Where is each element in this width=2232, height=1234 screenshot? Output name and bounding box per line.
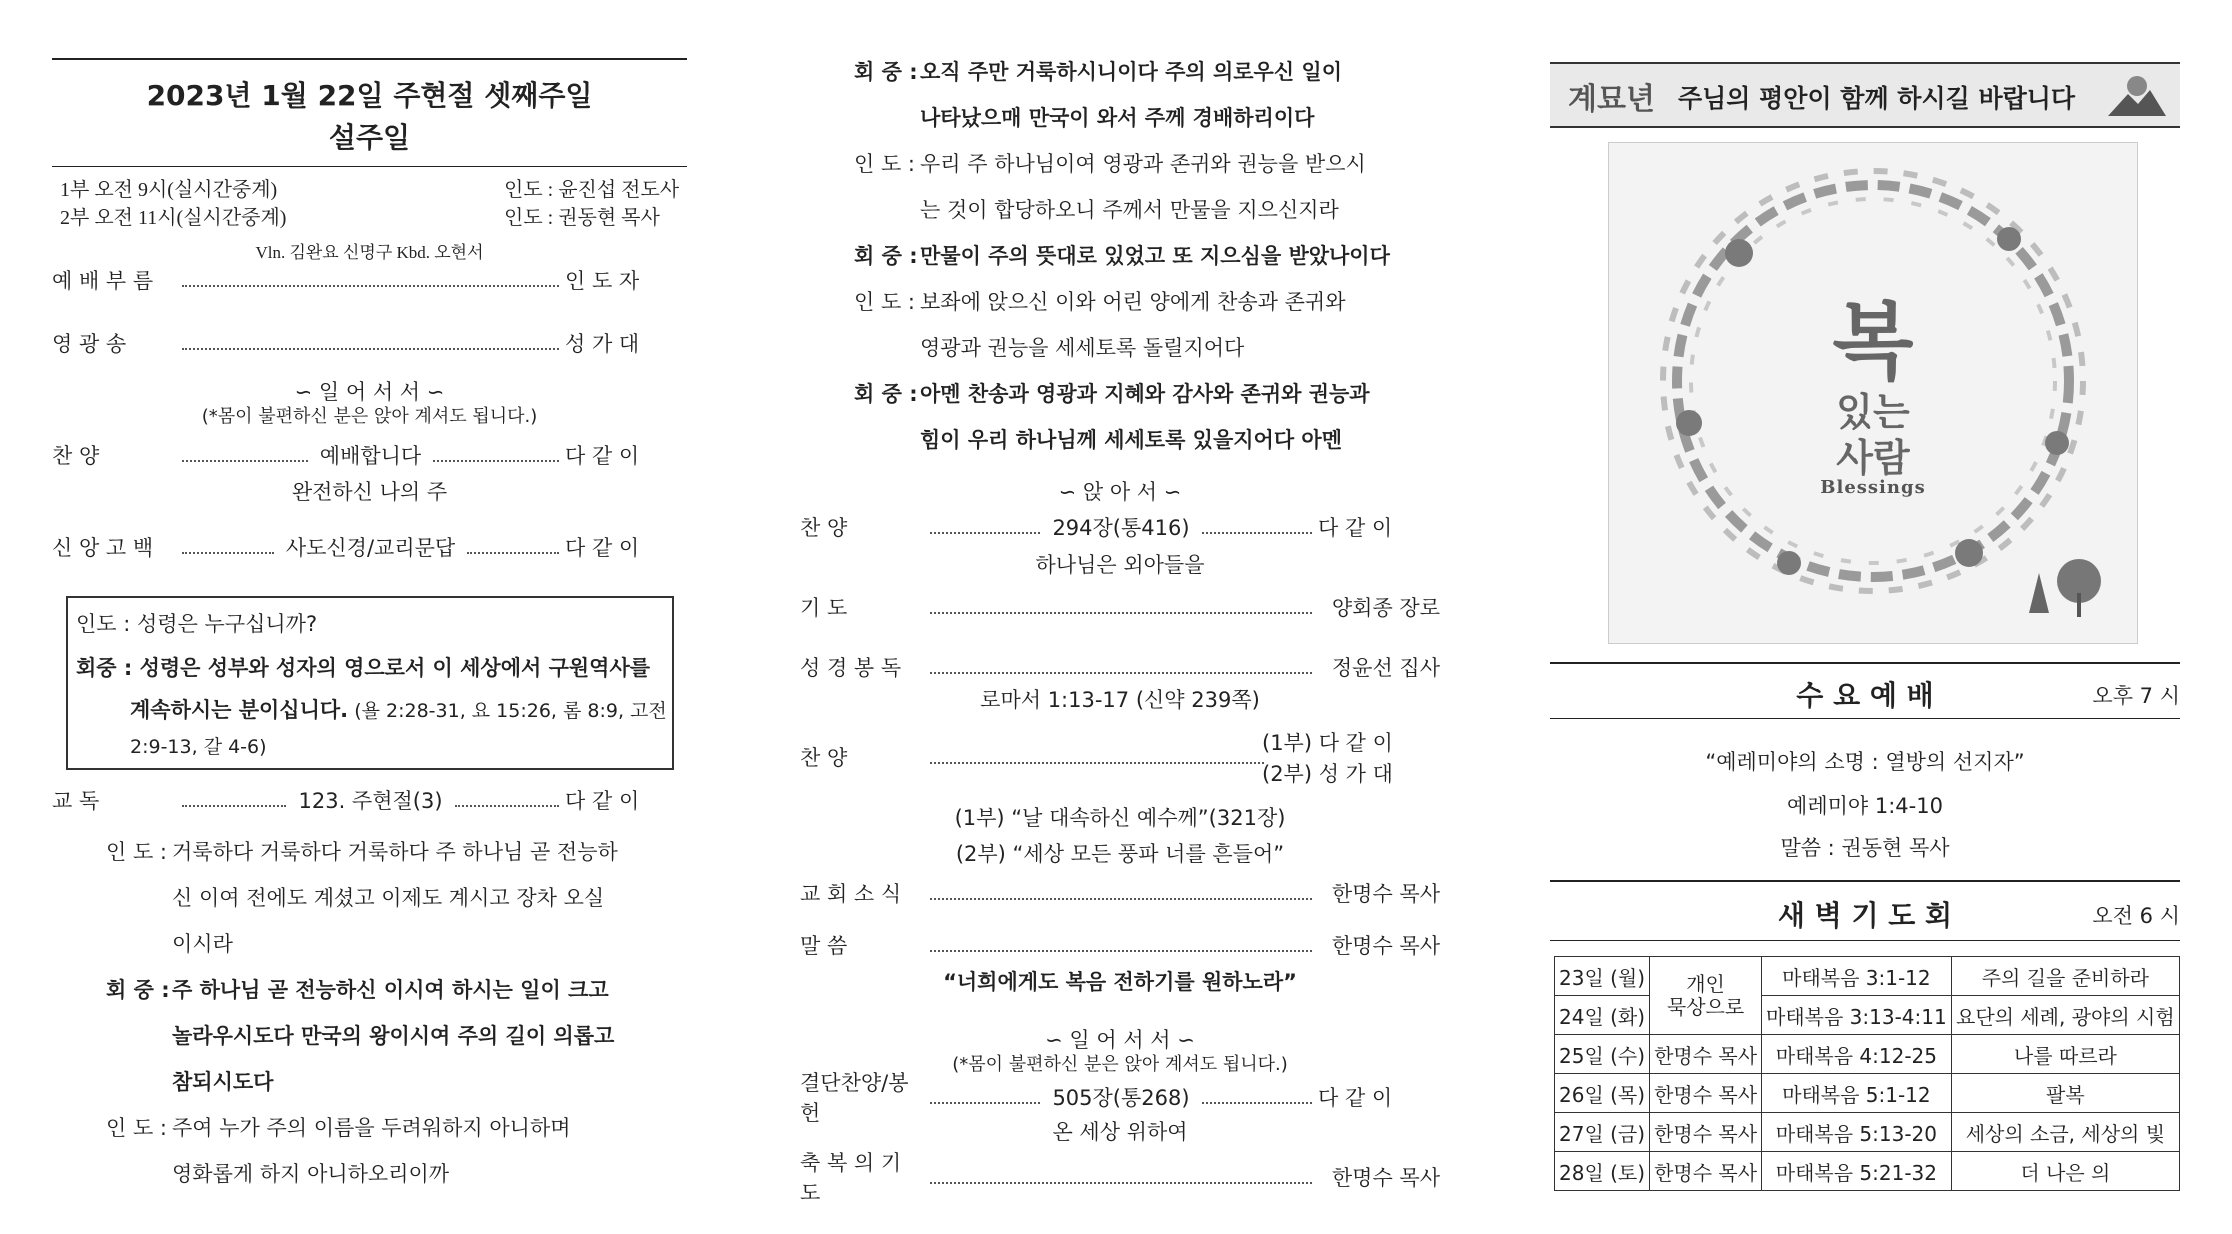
wed-title: 수 요 예 배 bbox=[1796, 679, 1934, 712]
response-text: 주여 누가 주의 이름을 두려워하지 아니하며 bbox=[172, 1116, 571, 1140]
order-mid: 294장(통416) bbox=[1052, 516, 1190, 540]
dawn-title: 새 벽 기 도 회 bbox=[1777, 899, 1953, 932]
order-sermon bbox=[800, 930, 1440, 960]
mountain-sun-icon bbox=[2106, 70, 2168, 120]
offering-sub: 온 세상 위하여 bbox=[1052, 1120, 1188, 1144]
scripture-ref: 로마서 1:13-17 (신약 239쪽) bbox=[980, 688, 1260, 712]
order-mid: 505장(통268) bbox=[1052, 1086, 1190, 1110]
leader-dots bbox=[930, 1182, 1312, 1184]
wed-preacher: 말씀 : 권동현 목사 bbox=[1780, 836, 1950, 860]
table-row bbox=[1555, 957, 2180, 996]
order-who: 다 같 이 bbox=[565, 536, 640, 560]
response-text: 우리 주 하나님이여 영광과 존귀와 권능을 받으시 bbox=[920, 152, 1366, 176]
response-text: 오직 주만 거룩하시니이다 주의 의로우신 일이 bbox=[920, 60, 1342, 84]
order-label: 성 경 봉 독 bbox=[800, 656, 902, 680]
page-subtitle: 설주일 bbox=[328, 121, 411, 154]
response-line bbox=[52, 1112, 687, 1142]
page-title: 2023년 1월 22일 주현절 셋째주일 bbox=[146, 79, 593, 112]
stand-note: (*몸이 불편하신 분은 앉아 계셔도 됩니다.) bbox=[201, 406, 538, 427]
response-line bbox=[800, 424, 1440, 454]
order-who: 다 같 이 bbox=[565, 444, 640, 468]
response-speaker: 회 중 : bbox=[854, 382, 918, 406]
sit-marker: ∽ 앉 아 서 ∽ bbox=[1058, 480, 1182, 504]
order-who: 한명수 목사 bbox=[1331, 882, 1440, 906]
wed-mid-rule bbox=[1550, 718, 2180, 719]
service1-time: 1부 오전 9시(실시간중계) bbox=[60, 179, 278, 201]
topic-cell: 요단의 세례, 광야의 시험 bbox=[1951, 996, 2179, 1035]
catechism-answer-bold: 계속하시는 분이십니다. bbox=[130, 698, 349, 722]
order-label: 교 독 bbox=[52, 789, 100, 813]
response-text: 참되시도다 bbox=[172, 1070, 274, 1094]
order-scripture bbox=[800, 652, 1440, 682]
leader-dots bbox=[930, 612, 1312, 614]
day-cell: 28일 (토) bbox=[1555, 1152, 1650, 1191]
catechism-box bbox=[66, 596, 674, 770]
order-prayer bbox=[800, 592, 1440, 622]
order-who: 다 같 이 bbox=[1318, 516, 1393, 540]
response-speaker: 인 도 : bbox=[854, 152, 915, 176]
order-label: 결단찬양/봉헌 bbox=[800, 1071, 909, 1125]
response-text: 보좌에 앉으신 이와 어린 양에게 찬송과 존귀와 bbox=[920, 290, 1346, 314]
catechism-ref-2: 2:9-13, 갈 4-6) bbox=[130, 736, 267, 758]
day-cell: 23일 (월) bbox=[1555, 957, 1650, 996]
order-offering bbox=[800, 1071, 1440, 1125]
leader-dots bbox=[182, 285, 559, 287]
leader-dots bbox=[433, 460, 559, 462]
order-who: 정윤선 집사 bbox=[1331, 656, 1440, 680]
catechism-answer-1: 회중 : 성령은 성부와 성자의 영으로서 이 세상에서 구원역사를 bbox=[76, 656, 651, 680]
wreath-line-2: 사람 bbox=[1836, 436, 1910, 480]
leader-dots bbox=[455, 805, 559, 807]
response-speaker: 인 도 : bbox=[106, 1116, 167, 1140]
response-text: 이시라 bbox=[172, 932, 233, 956]
response-text: 신 이여 전에도 계셨고 이제도 계시고 장차 오실 bbox=[172, 886, 605, 910]
response-speaker: 회 중 : bbox=[854, 60, 918, 84]
order-who: 한명수 목사 bbox=[1331, 1166, 1440, 1190]
leader-dots bbox=[930, 898, 1312, 900]
leader-merged-cell: 개인 묵상으로 bbox=[1650, 957, 1762, 1035]
service1-leader: 인도 : 윤진섭 전도사 bbox=[504, 179, 680, 201]
response-text: 아멘 찬송과 영광과 지혜와 감사와 존귀와 권능과 bbox=[920, 382, 1370, 406]
order-label: 찬 양 bbox=[800, 746, 848, 770]
response-line bbox=[800, 286, 1440, 316]
passage-cell: 마태복음 5:1-12 bbox=[1762, 1074, 1952, 1113]
service2-leader: 인도 : 권동현 목사 bbox=[504, 207, 660, 229]
leader-dots bbox=[930, 950, 1312, 952]
response-text: 힘이 우리 하나님께 세세토록 있을지어다 아멘 bbox=[920, 428, 1342, 452]
choir-who-1: (1부) 다 같 이 bbox=[1262, 731, 1393, 755]
catechism-question: 인도 : 성령은 누구십니까? bbox=[76, 612, 318, 636]
day-cell: 26일 (목) bbox=[1555, 1074, 1650, 1113]
sermon-title: “너희에게도 복음 전하기를 원하노라” bbox=[943, 970, 1297, 994]
order-label: 축 복 의 기 도 bbox=[800, 1151, 902, 1205]
response-line bbox=[52, 928, 687, 958]
response-line bbox=[52, 1020, 687, 1050]
order-hymn-2 bbox=[800, 512, 1440, 542]
wed-time: 오후 7 시 bbox=[2092, 684, 2180, 708]
dawn-schedule-table bbox=[1554, 956, 2180, 1191]
order-label: 말 씀 bbox=[800, 934, 848, 958]
wed-passage: 예레미야 1:4-10 bbox=[1787, 794, 1943, 818]
catechism-answer-2 bbox=[130, 694, 667, 724]
response-speaker: 인 도 : bbox=[106, 840, 167, 864]
table-row bbox=[1555, 1113, 2180, 1152]
order-label: 영 광 송 bbox=[52, 332, 127, 356]
order-who: 성 가 대 bbox=[565, 332, 640, 356]
middle-column bbox=[800, 0, 1440, 1234]
title-rule bbox=[52, 166, 687, 167]
topic-cell: 더 나은 의 bbox=[1951, 1152, 2179, 1191]
passage-cell: 마태복음 3:13-4:11 bbox=[1762, 996, 1952, 1035]
response-line bbox=[800, 194, 1440, 224]
order-responsive-reading bbox=[52, 785, 687, 815]
response-text: 나타났으매 만국이 와서 주께 경배하리이다 bbox=[920, 106, 1315, 130]
top-rule bbox=[52, 58, 687, 60]
topic-cell: 주의 길을 준비하라 bbox=[1951, 957, 2179, 996]
leader-dots bbox=[182, 552, 274, 554]
order-label: 예 배 부 름 bbox=[52, 269, 154, 293]
response-line bbox=[52, 836, 687, 866]
right-column bbox=[1550, 0, 2180, 1234]
order-call-to-worship bbox=[52, 265, 687, 295]
service2-time: 2부 오전 11시(실시간중계) bbox=[60, 207, 287, 229]
response-line bbox=[800, 378, 1440, 408]
response-line bbox=[52, 1066, 687, 1096]
response-text: 는 것이 합당하오니 주께서 만물을 지으신지라 bbox=[920, 198, 1339, 222]
blessing-wreath-image bbox=[1608, 142, 2138, 644]
topic-cell: 팔복 bbox=[1951, 1074, 2179, 1113]
hymn-2-sub: 하나님은 외아들을 bbox=[1035, 553, 1205, 577]
leader-dots bbox=[930, 672, 1312, 674]
order-label: 신 앙 고 백 bbox=[52, 536, 154, 560]
banner-year: 계묘년 bbox=[1568, 82, 1655, 117]
response-text: 놀라우시도다 만국의 왕이시여 주의 길이 의롭고 bbox=[172, 1024, 615, 1048]
day-cell: 24일 (화) bbox=[1555, 996, 1650, 1035]
response-text: 만물이 주의 뜻대로 있었고 또 지으심을 받았나이다 bbox=[920, 244, 1390, 268]
leader-dots bbox=[930, 762, 1264, 764]
order-label: 기 도 bbox=[800, 596, 848, 620]
response-line bbox=[800, 332, 1440, 362]
response-speaker: 인 도 : bbox=[854, 290, 915, 314]
leader-dots bbox=[467, 552, 559, 554]
table-row bbox=[1555, 1152, 2180, 1191]
passage-cell: 마태복음 5:13-20 bbox=[1762, 1113, 1952, 1152]
table-row bbox=[1555, 996, 2180, 1035]
musicians: Vln. 김완요 신명구 Kbd. 오현서 bbox=[255, 243, 484, 262]
response-text: 주 하나님 곧 전능하신 이시여 하시는 일이 크고 bbox=[172, 978, 609, 1002]
choir-sub-2: (2부) “세상 모든 풍파 너를 흔들어” bbox=[955, 842, 1285, 866]
response-line bbox=[800, 102, 1440, 132]
stand-note-2: (*몸이 불편하신 분은 앉아 계셔도 됩니다.) bbox=[952, 1054, 1288, 1075]
order-mid: 123. 주현절(3) bbox=[298, 789, 443, 813]
order-creed bbox=[52, 532, 687, 562]
stand-marker-2: ∽ 일 어 서 서 ∽ bbox=[1045, 1028, 1195, 1052]
wreath-english: Blessings bbox=[1820, 477, 1926, 498]
response-text: 영화롭게 하지 아니하오리이까 bbox=[172, 1162, 450, 1186]
response-line bbox=[800, 240, 1440, 270]
order-who: 다 같 이 bbox=[1318, 1086, 1393, 1110]
stand-marker: ∽ 일 어 서 서 ∽ bbox=[294, 380, 445, 404]
order-hymn bbox=[52, 440, 687, 470]
response-line bbox=[52, 882, 687, 912]
dawn-mid-rule bbox=[1550, 940, 2180, 941]
response-speaker: 회 중 : bbox=[854, 244, 918, 268]
order-who: 양회종 장로 bbox=[1331, 596, 1440, 620]
order-who: 다 같 이 bbox=[565, 789, 640, 813]
wed-top-rule bbox=[1550, 662, 2180, 664]
order-who: 한명수 목사 bbox=[1331, 934, 1440, 958]
response-line bbox=[52, 974, 687, 1004]
leader-cell: 한명수 목사 bbox=[1650, 1074, 1762, 1113]
leader-dots bbox=[930, 532, 1040, 534]
dawn-time: 오전 6 시 bbox=[2092, 904, 2180, 928]
leader-dots bbox=[1202, 532, 1312, 534]
order-label: 찬 양 bbox=[52, 444, 100, 468]
response-line bbox=[800, 148, 1440, 178]
catechism-ref: (욜 2:28-31, 요 15:26, 롬 8:9, 고전 bbox=[348, 700, 667, 722]
response-line bbox=[800, 56, 1440, 86]
leader-dots bbox=[182, 348, 559, 350]
leader-cell: 한명수 목사 bbox=[1650, 1152, 1762, 1191]
response-speaker: 회 중 : bbox=[106, 978, 170, 1002]
new-year-banner bbox=[1550, 62, 2180, 128]
order-church-news bbox=[800, 878, 1440, 908]
topic-cell: 나를 따르라 bbox=[1951, 1035, 2179, 1074]
order-label: 교 회 소 식 bbox=[800, 882, 902, 906]
banner-text: 주님의 평안이 함께 하시길 바랍니다 bbox=[1678, 84, 2076, 113]
leader-dots bbox=[1202, 1102, 1312, 1104]
passage-cell: 마태복음 4:12-25 bbox=[1762, 1035, 1952, 1074]
response-line bbox=[52, 1158, 687, 1188]
leader-dots bbox=[182, 805, 286, 807]
passage-cell: 마태복음 3:1-12 bbox=[1762, 957, 1952, 996]
order-label: 찬 양 bbox=[800, 516, 848, 540]
choir-sub-1: (1부) “날 대속하신 예수께”(321장) bbox=[954, 806, 1286, 830]
order-mid: 예배합니다 bbox=[319, 444, 422, 468]
topic-cell: 세상의 소금, 세상의 빛 bbox=[1951, 1113, 2179, 1152]
day-cell: 27일 (금) bbox=[1555, 1113, 1650, 1152]
leader-dots bbox=[182, 460, 308, 462]
wed-sermon-title: “예레미야의 소명 : 열방의 선지자” bbox=[1705, 750, 2025, 774]
table-row bbox=[1555, 1035, 2180, 1074]
order-gloria bbox=[52, 328, 687, 358]
order-mid: 사도신경/교리문답 bbox=[285, 536, 456, 560]
leader-cell: 한명수 목사 bbox=[1650, 1113, 1762, 1152]
dawn-top-rule bbox=[1550, 880, 2180, 882]
order-benediction bbox=[800, 1151, 1440, 1205]
leader-dots bbox=[930, 1102, 1040, 1104]
response-text: 거룩하다 거룩하다 거룩하다 주 하나님 곧 전능하 bbox=[172, 840, 618, 864]
hymn-sub: 완전하신 나의 주 bbox=[291, 480, 448, 504]
choir-who-2: (2부) 성 가 대 bbox=[1262, 762, 1393, 786]
left-column bbox=[52, 0, 687, 1234]
day-cell: 25일 (수) bbox=[1555, 1035, 1650, 1074]
table-row bbox=[1555, 1074, 2180, 1113]
order-who: 인 도 자 bbox=[565, 269, 640, 293]
passage-cell: 마태복음 5:21-32 bbox=[1762, 1152, 1952, 1191]
response-text: 영광과 권능을 세세토록 돌릴지어다 bbox=[920, 336, 1245, 360]
wreath-big-char: 복 bbox=[1832, 292, 1914, 391]
leader-cell: 한명수 목사 bbox=[1650, 1035, 1762, 1074]
wreath-line-1: 있는 bbox=[1836, 390, 1910, 434]
